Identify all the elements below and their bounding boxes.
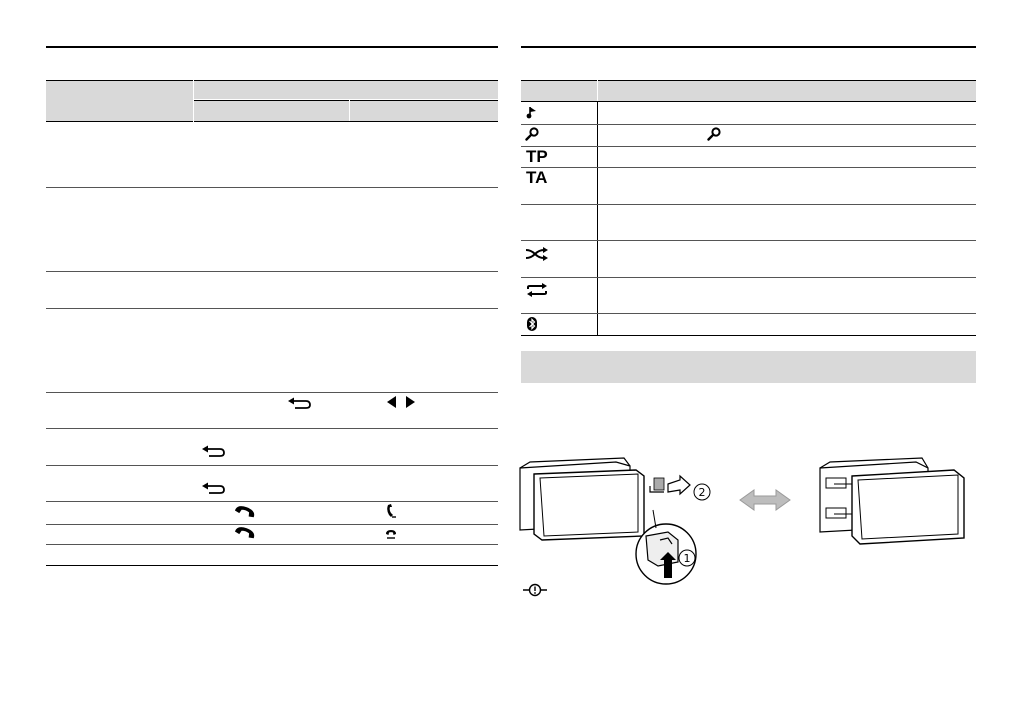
table-row [46, 465, 498, 466]
table-bottom [521, 335, 976, 336]
left-triangle-icon [387, 396, 397, 408]
shuffle-icon [525, 246, 549, 262]
important-icon [522, 583, 548, 597]
tp-label: TP [526, 147, 548, 166]
table-row [46, 187, 498, 188]
table-row [46, 501, 498, 502]
table-row [521, 124, 976, 125]
table-row [46, 544, 498, 545]
table-row [46, 392, 498, 393]
call-accept-icon [385, 504, 397, 518]
table-row [46, 524, 498, 525]
table-row [521, 146, 976, 147]
svg-text:1: 1 [683, 552, 691, 565]
back-arrow-icon [201, 481, 227, 495]
left-top-rule [46, 46, 498, 48]
back-arrow-icon [201, 444, 227, 458]
call-reject-icon [385, 528, 397, 540]
svg-text:2: 2 [698, 486, 706, 499]
table-row [46, 308, 498, 309]
table-row [46, 271, 498, 272]
right-top-rule [521, 46, 976, 48]
right-triangle-icon [406, 396, 416, 408]
phone-icon [233, 505, 257, 519]
table-bottom [46, 565, 498, 566]
search-icon [707, 127, 721, 141]
front-panel-illustration [518, 456, 988, 586]
ta-label: TA [526, 168, 548, 187]
repeat-icon [526, 282, 548, 298]
table-row [521, 204, 976, 205]
table-row [521, 167, 976, 168]
search-icon [525, 127, 539, 141]
phone-icon [233, 526, 257, 540]
table-row [521, 313, 976, 314]
bluetooth-icon [527, 317, 537, 331]
table-row [521, 240, 976, 241]
table-row [521, 277, 976, 278]
right-table-header-fill [521, 80, 976, 101]
section-heading-bar [521, 351, 976, 383]
back-arrow-icon [287, 396, 313, 410]
table-row [46, 428, 498, 429]
music-note-icon [526, 106, 538, 119]
